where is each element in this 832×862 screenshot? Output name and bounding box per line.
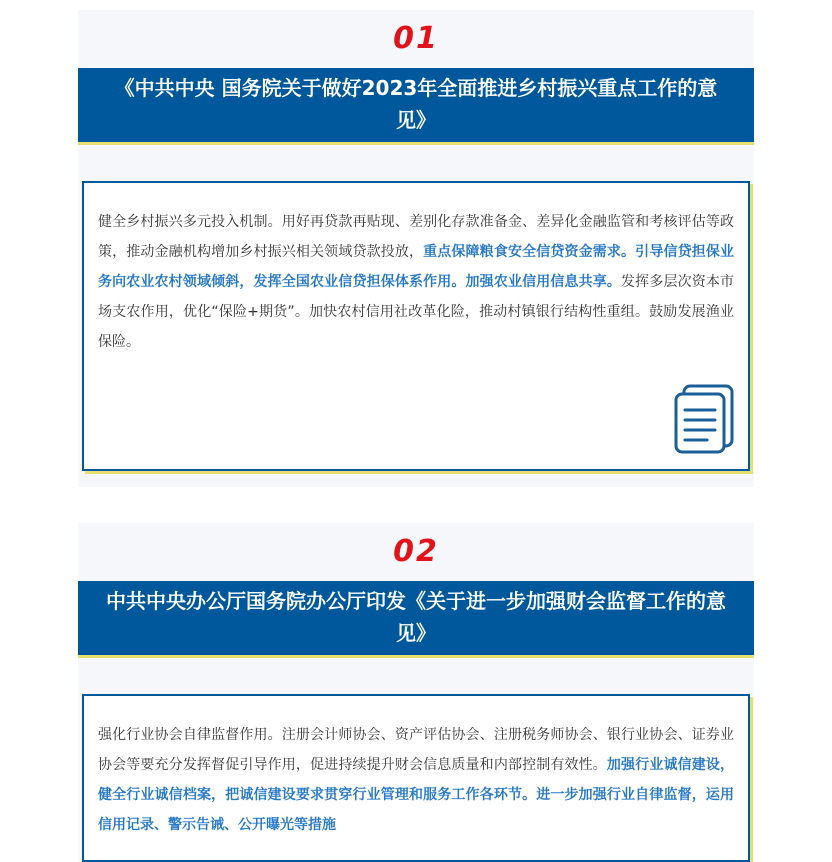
policy-text (98, 207, 734, 449)
body-text: 健全乡村振兴多元投入机制。用好再贷款再贴现、差别化存款准备金、差异化金融监管和考核评估等政策，推动金融机构增加乡村振兴相关领域贷款投放， (98, 214, 734, 260)
section-title: 中共中央办公厅国务院办公厅印发《关于进一步加强财会监督工作的意见》 (78, 581, 754, 658)
policy-card (82, 694, 750, 862)
spacer (78, 471, 754, 487)
body-text: 发挥多层次资本市场支农作用，优化“保险+期货”。加快农村信用社改革化险，推动村镇银行结构性重组。鼓励发展渔业保险。 (98, 274, 735, 350)
section-title: 《中共中央 国务院关于做好2023年全面推进乡村振兴重点工作的意见》 (78, 68, 754, 145)
document-stack-icon (672, 383, 738, 455)
article-column (78, 10, 754, 833)
section-number: 02 (393, 534, 439, 569)
spacer (78, 145, 754, 181)
spacer (78, 658, 754, 694)
section-gap (78, 487, 754, 523)
highlight-text: 加强行业诚信建设，健全行业诚信档案，把诚信建设要求贯穿行业管理和服务工作各环节。进一步加强行业自律监督，运用信用记录、警示告诫、公开曝光等措施 (98, 757, 735, 833)
section-number: 01 (393, 21, 439, 56)
policy-text (98, 720, 734, 840)
body-text: 强化行业协会自律监督作用。注册会计师协会、资产评估协会、注册税务师协会、银行业协会、证券业协会等要充分发挥督促引导作用，促进持续提升财会信息质量和内部控制有效性。 (98, 727, 734, 773)
section-01 (78, 10, 754, 487)
policy-card (82, 181, 750, 471)
section-02 (78, 523, 754, 862)
highlight-text: 重点保障粮食安全信贷资金需求。引导信贷担保业务向农业农村领域倾斜，发挥全国农业信贷担保体系作用。加强农业信用信息共享。 (98, 244, 735, 290)
